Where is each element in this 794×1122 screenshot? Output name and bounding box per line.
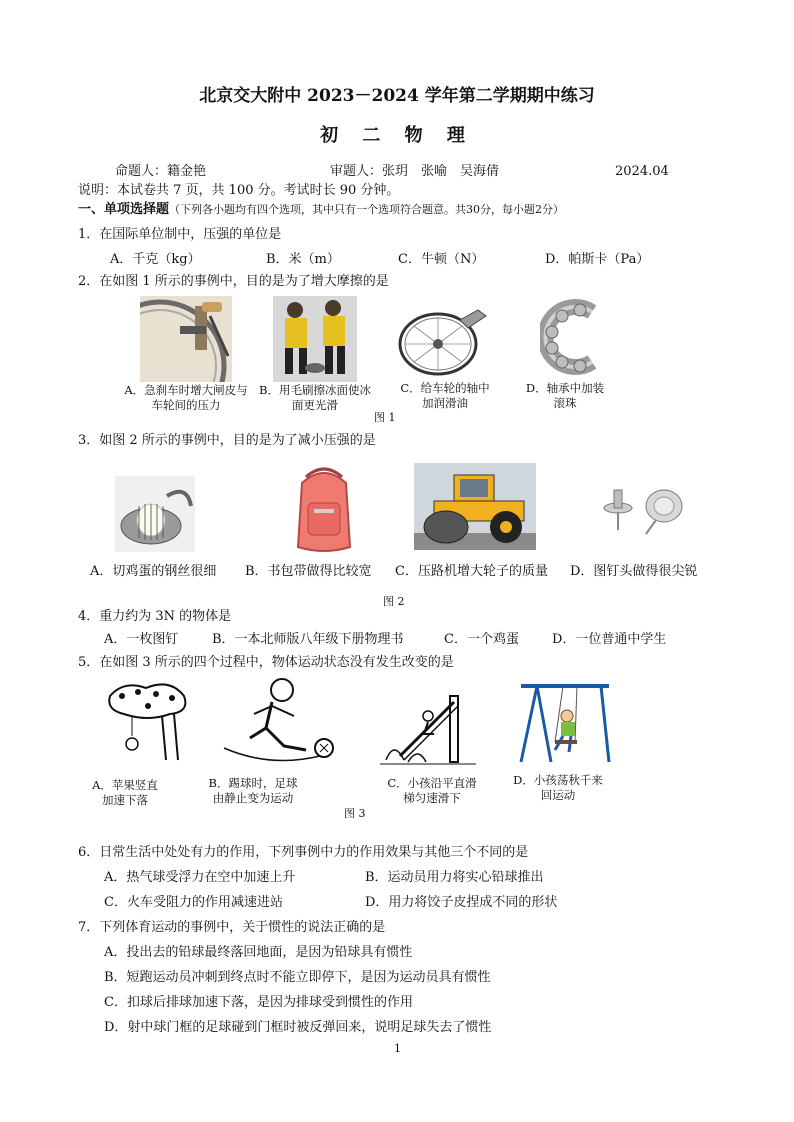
exam-date: 2024.04 (615, 164, 669, 179)
brake-image (140, 296, 232, 382)
figure-1-label: 图 1 (374, 411, 396, 424)
apple-tree-image (104, 678, 190, 762)
subject-title: 初 二 物 理 (320, 125, 474, 146)
question-1-option-d[interactable]: D．帕斯卡（Pa） (545, 252, 650, 267)
question-4-option-c[interactable]: C．一个鸡蛋 (444, 632, 519, 647)
question-2-caption-b: B．用毛刷擦冰面使冰面更光滑 (259, 383, 371, 412)
question-7-option-a[interactable]: A．投出去的铅球最终落回地面，是因为铅球具有惯性 (104, 945, 413, 960)
backpack-image (288, 463, 360, 555)
question-6-option-c[interactable]: C．火车受阻力的作用减速进站 (104, 895, 283, 910)
kick-ball-image (220, 676, 340, 770)
question-1-option-a[interactable]: A．千克（kg） (110, 252, 201, 267)
question-7-stem: 7．下列体育运动的事例中，关于惯性的说法正确的是 (78, 920, 386, 935)
question-6-option-a[interactable]: A．热气球受浮力在空中加速上升 (104, 870, 296, 885)
thumbtack-image (596, 484, 692, 536)
question-7-option-d[interactable]: D．射中球门框的足球碰到门框时被反弹回来，说明足球失去了惯性 (104, 1020, 492, 1035)
question-5-caption-c: C．小孩沿平直滑梯匀速滑下 (387, 776, 477, 805)
question-5-caption-d: D．小孩荡秋千来回运动 (513, 773, 603, 802)
question-4-option-d[interactable]: D．一位普通中学生 (552, 632, 667, 647)
question-4-option-b[interactable]: B．一本北师版八年级下册物理书 (212, 632, 404, 647)
road-roller-image (414, 463, 536, 550)
question-6-option-b[interactable]: B．运动员用力将实心铅球推出 (365, 870, 544, 885)
question-7-option-c[interactable]: C．扣球后排球加速下落，是因为排球受到惯性的作用 (104, 995, 413, 1010)
exam-title: 北京交大附中 2023－2024 学年第二学期期中练习 (199, 86, 595, 106)
question-2-caption-c: C．给车轮的轴中加润滑油 (400, 381, 490, 410)
question-5-caption-a: A．苹果竖直加速下落 (92, 778, 158, 807)
reviewers: 审题人：张玥 张喻 吴海倩 (330, 164, 500, 179)
page-number: 1 (394, 1042, 401, 1055)
author: 命题人：籍金艳 (115, 164, 207, 179)
section-heading (78, 202, 564, 218)
question-3-stem: 3．如图 2 所示的事例中，目的是为了减小压强的是 (78, 433, 376, 448)
egg-slicer-image (115, 476, 195, 552)
question-1-option-c[interactable]: C．牛顿（N） (398, 252, 485, 267)
question-3-caption-b: B．书包带做得比较宽 (245, 564, 372, 579)
curling-image (273, 296, 357, 382)
question-4-option-a[interactable]: A．一枚图钉 (104, 632, 179, 647)
question-6-stem: 6．日常生活中处处有力的作用，下列事例中力的作用效果与其他三个不同的是 (78, 845, 529, 860)
question-2-caption-d: D．轴承中加装滚珠 (525, 381, 605, 410)
figure-3-label: 图 3 (344, 807, 366, 820)
figure-2-label: 图 2 (383, 595, 405, 608)
bike-wheel-image (398, 306, 490, 378)
exam-notes: 说明：本试卷共 7 页，共 100 分。考试时长 90 分钟。 (78, 183, 400, 198)
question-1-stem: 1．在国际单位制中，压强的单位是 (78, 227, 282, 242)
question-3-caption-a: A．切鸡蛋的钢丝很细 (90, 564, 217, 579)
question-6-option-d[interactable]: D．用力将饺子皮捏成不同的形状 (365, 895, 558, 910)
question-2-caption-a: A．急刹车时增大闸皮与车轮间的压力 (124, 383, 248, 412)
swing-image (517, 680, 611, 764)
question-3-caption-d: D．图钉头做得很尖锐 (570, 564, 698, 579)
ball-bearing-image (540, 296, 600, 378)
question-1-option-b[interactable]: B．米（m） (266, 252, 340, 267)
question-7-option-b[interactable]: B．短跑运动员冲刺到终点时不能立即停下，是因为运动员具有惯性 (104, 970, 491, 985)
question-2-stem: 2．在如图 1 所示的事例中，目的是为了增大摩擦的是 (78, 274, 389, 289)
section-instruction: （下列各小题均有四个选项，其中只有一个选项符合题意。共30分，每小题2分） (169, 203, 565, 216)
question-5-caption-b: B．踢球时，足球由静止变为运动 (208, 776, 298, 805)
slide-image (380, 690, 476, 766)
question-4-stem: 4．重力约为 3N 的物体是 (78, 609, 232, 624)
question-5-stem: 5．在如图 3 所示的四个过程中，物体运动状态没有发生改变的是 (78, 655, 454, 670)
question-3-caption-c: C．压路机增大轮子的质量 (395, 564, 548, 579)
section-title: 一、单项选择题 (78, 202, 170, 217)
